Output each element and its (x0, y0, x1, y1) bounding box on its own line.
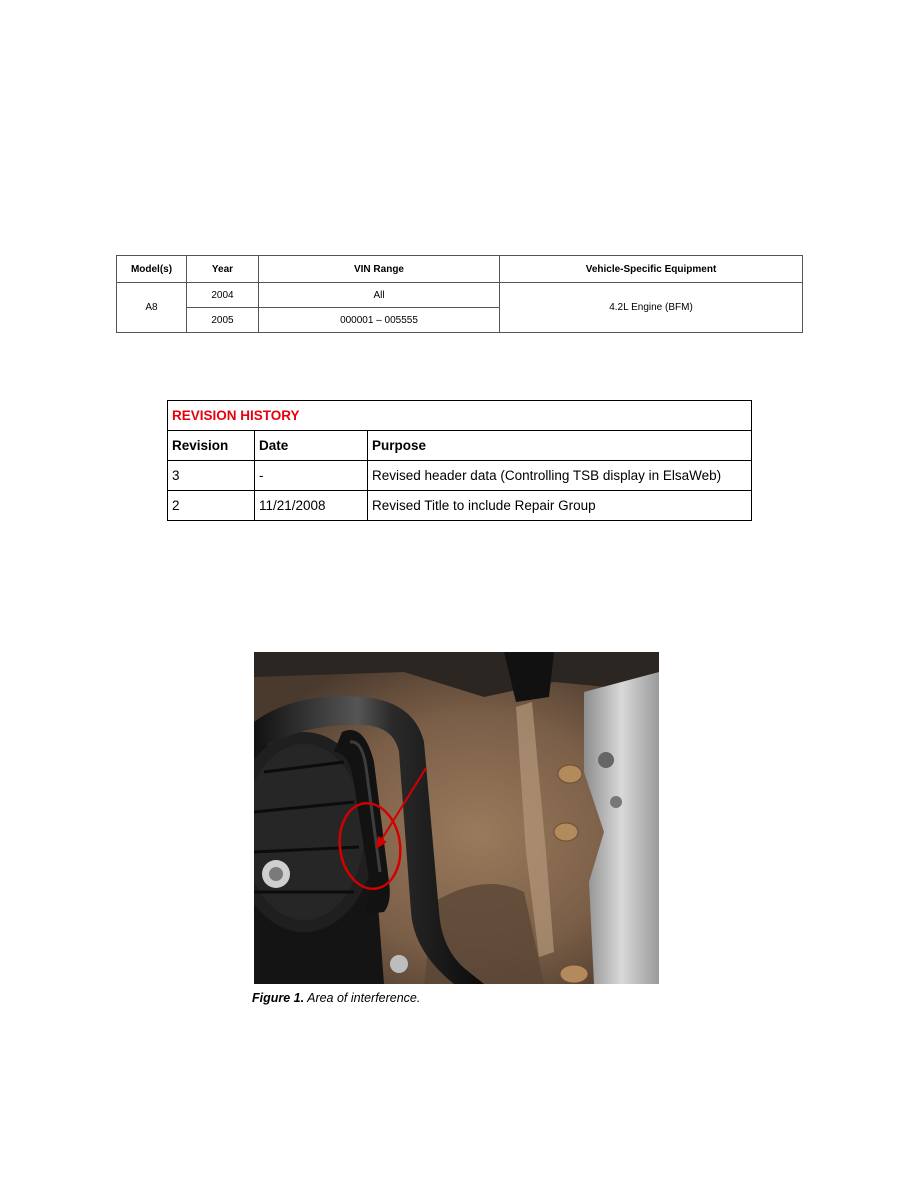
header-equipment: Vehicle-Specific Equipment (500, 256, 803, 283)
figure-caption (252, 991, 420, 1005)
figure-caption-label: Figure 1. (252, 991, 305, 1005)
table-row (117, 283, 803, 308)
vehicle-applicability-table (116, 255, 803, 333)
vin-range-cell: 000001 – 005555 (259, 308, 500, 333)
table-row (168, 491, 752, 521)
year-cell: 2005 (187, 308, 259, 333)
revision-cell: 2 (168, 491, 255, 521)
table-header-row (117, 256, 803, 283)
date-cell: 11/21/2008 (255, 491, 368, 521)
header-vin-range: VIN Range (259, 256, 500, 283)
header-revision: Revision (168, 431, 255, 461)
equipment-cell: 4.2L Engine (BFM) (500, 283, 803, 333)
header-purpose: Purpose (368, 431, 752, 461)
header-date: Date (255, 431, 368, 461)
revision-cell: 3 (168, 461, 255, 491)
table-header-row (168, 431, 752, 461)
figure-caption-text: Area of interference. (304, 991, 421, 1005)
revision-title-row (168, 401, 752, 431)
header-year: Year (187, 256, 259, 283)
header-models: Model(s) (117, 256, 187, 283)
revision-history-table (167, 400, 752, 521)
engine-photo (254, 652, 659, 984)
purpose-cell: Revised header data (Controlling TSB display in ElsaWeb) (368, 461, 752, 491)
revision-history-title: REVISION HISTORY (168, 401, 752, 431)
date-cell: - (255, 461, 368, 491)
model-cell: A8 (117, 283, 187, 333)
table-row (168, 461, 752, 491)
purpose-cell: Revised Title to include Repair Group (368, 491, 752, 521)
vin-range-cell: All (259, 283, 500, 308)
year-cell: 2004 (187, 283, 259, 308)
